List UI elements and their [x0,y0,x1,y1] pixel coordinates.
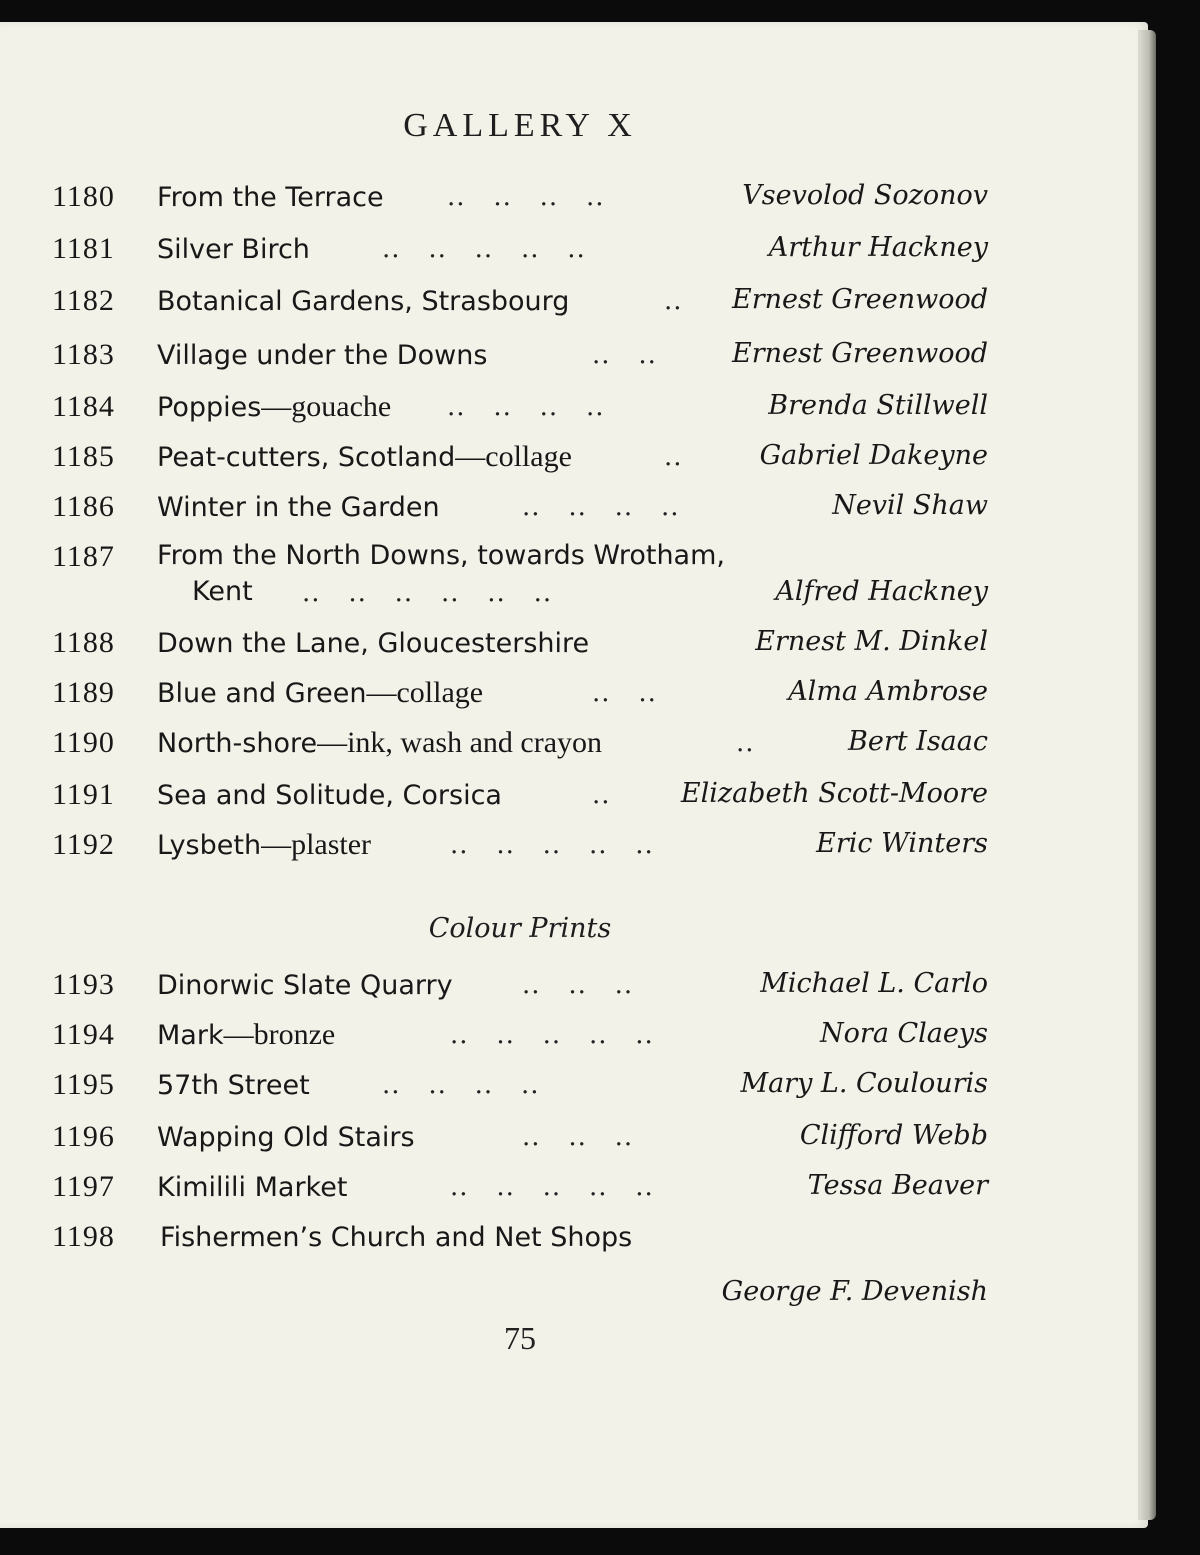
page-title: GALLERY X [403,107,637,144]
catalogue-entry [52,968,988,1008]
leader-dots: .. .. .. .. .. [450,830,654,860]
entry-number: 1183 [52,338,115,371]
leader-dots: .. .. .. .. [522,492,680,522]
entry-number: 1184 [52,390,115,423]
entry-title: Silver Birch [157,234,310,265]
entry-title: Winter in the Garden [157,492,440,523]
entry-artist: Arthur Hackney [768,232,988,263]
entry-title: 57th Street [157,1070,310,1101]
catalogue-entry [52,490,988,530]
leader-dots: .. .. [592,678,657,708]
entry-artist: Mary L. Coulouris [740,1068,988,1099]
entry-title: From the Terrace [157,182,384,213]
entry-number: 1186 [52,490,115,523]
entry-artist: Vsevolod Sozonov [742,180,988,211]
leader-dots: .. [592,780,611,810]
catalogue-entry [52,390,988,430]
entry-artist: Bert Isaac [848,726,988,757]
entry-title: Wapping Old Stairs [157,1122,415,1153]
entry-artist: George F. Devenish [721,1276,988,1307]
leader-dots: .. .. [592,340,657,370]
entry-artist: Brenda Stillwell [768,390,988,421]
entry-number: 1188 [52,626,115,659]
entry-number: 1196 [52,1120,115,1153]
entry-title: Blue and Green—collage [157,676,484,709]
entry-number: 1181 [52,232,115,265]
entry-title: Dinorwic Slate Quarry [157,970,453,1001]
catalogue-entry [52,676,988,716]
entry-number: 1189 [52,676,115,709]
entry-title: Village under the Downs [157,340,488,371]
entry-title: Botanical Gardens, Strasbourg [157,286,570,317]
entry-title: North-shore—ink, wash and crayon [157,726,603,759]
entry-number: 1191 [52,778,115,811]
entry-number: 1194 [52,1018,115,1051]
leader-dots: .. [736,728,755,758]
leader-dots: .. .. .. .. .. [450,1020,654,1050]
leader-dots: .. .. .. .. .. [382,234,586,264]
entry-number: 1182 [52,284,115,317]
entry-artist: Alma Ambrose [788,676,988,707]
entry-title: Kimilili Market [157,1172,348,1203]
catalogue-entry [52,440,988,480]
catalogue-entry [52,1068,988,1108]
entry-artist: Clifford Webb [799,1120,988,1151]
entry-number: 1190 [52,726,115,759]
entry-number: 1185 [52,440,115,473]
leader-dots: .. .. .. .. [382,1070,540,1100]
entry-number: 1187 [52,540,115,573]
entry-artist: Tessa Beaver [807,1170,988,1201]
entry-number: 1197 [52,1170,115,1203]
entry-title: Down the Lane, Gloucestershire [157,628,590,659]
entry-artist: Ernest Greenwood [732,338,988,369]
catalogue-entry [52,284,988,324]
entry-title: Fishermen’s Church and Net Shops [160,1222,633,1253]
catalogue-entry [52,1018,988,1058]
entry-number: 1192 [52,828,115,861]
leader-dots: .. [664,286,683,316]
catalogue-entry [52,778,988,818]
entry-title: Lysbeth—plaster [157,828,372,861]
leader-dots: .. .. .. [522,1122,634,1152]
entry-artist: Eric Winters [816,828,988,859]
entry-number: 1193 [52,968,115,1001]
catalogue-entry [52,180,988,220]
catalogue-entry [52,1170,988,1210]
page-edge [1138,30,1156,1520]
catalogue-entry [52,1220,988,1307]
catalogue-entry [52,232,988,272]
catalogue-entry [52,726,988,766]
leader-dots: .. .. .. .. .. [450,1172,654,1202]
entry-artist: Gabriel Dakeyne [759,440,988,471]
catalogue-entry [52,540,988,620]
leader-dots: .. .. .. .. [447,182,605,212]
entry-artist: Elizabeth Scott-Moore [680,778,988,809]
page-number: 75 [504,1320,536,1356]
entry-title: Poppies—gouache [157,390,392,423]
entry-artist: Alfred Hackney [775,576,988,607]
entry-artist: Nevil Shaw [832,490,988,521]
entry-title: Sea and Solitude, Corsica [157,780,502,811]
leader-dots: .. [664,442,683,472]
catalogue-entry [52,338,988,378]
leader-dots: .. .. .. .. .. .. [302,578,553,608]
entry-title: Mark—bronze [157,1018,336,1051]
leader-dots: .. .. .. .. [447,392,605,422]
entry-artist: Nora Claeys [820,1018,988,1049]
entry-title: From the North Downs, towards Wrotham, [157,540,725,571]
leader-dots: .. .. .. [522,970,634,1000]
entry-artist: Ernest Greenwood [732,284,988,315]
catalogue-entry [52,626,988,666]
entry-artist: Ernest M. Dinkel [755,626,988,657]
catalogue-entry [52,828,988,868]
entry-title: Peat-cutters, Scotland—collage [157,440,572,473]
entry-number: 1198 [52,1220,115,1253]
entry-artist: Michael L. Carlo [760,968,988,999]
catalogue-entry [52,1120,988,1160]
entry-number: 1195 [52,1068,115,1101]
entry-title-continued: Kent [192,576,253,607]
section-heading: Colour Prints [428,913,612,944]
entry-number: 1180 [52,180,115,213]
